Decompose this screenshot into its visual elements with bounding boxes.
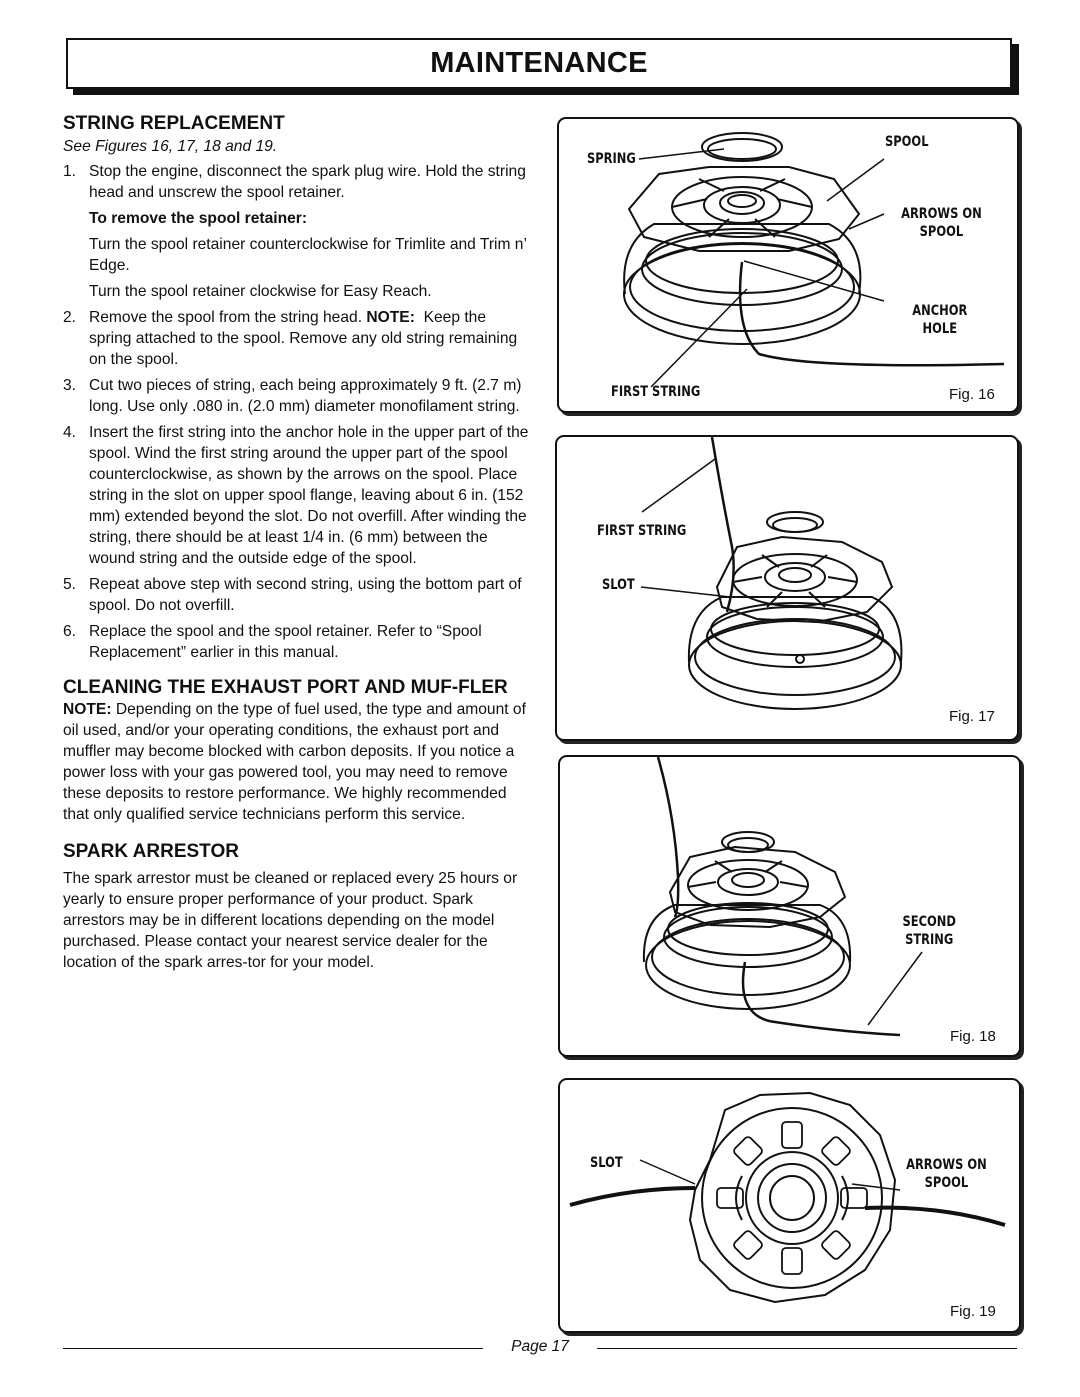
page-title: MAINTENANCE bbox=[430, 47, 648, 79]
retainer-para-2: Turn the spool retainer clockwise for Easy Reach. bbox=[89, 283, 432, 300]
anchor-hole-label: ANCHOR HOLE bbox=[912, 303, 968, 337]
step-1: 1. Stop the engine, disconnect the spark plug wire. Hold the string head and unscrew the spool retainer. bbox=[63, 163, 526, 201]
step-6: 6. Replace the spool and the spool retainer. Refer to “Spool Replacement” earlier in this manual. bbox=[63, 623, 482, 661]
figure-caption: Fig. 16 bbox=[949, 386, 995, 403]
cleaning-text: NOTE: Depending on the type of fuel used, the type and amount of oil used, and/or your operating conditions, the exhaust port and muffler may become blocked with carbon deposits. If you notice a power loss with your gas powered tool, you may need to remove these deposits to restore performance. We highly recommended that only qualified service technicians perform this service. bbox=[63, 701, 526, 823]
spool-second-string-illustration bbox=[560, 757, 1019, 1055]
spool-label: SPOOL bbox=[885, 134, 929, 150]
spool-retainer-subheading: To remove the spool retainer: bbox=[89, 210, 308, 227]
string-replacement-heading: STRING REPLACEMENT bbox=[63, 113, 285, 134]
step-3: 3. Cut two pieces of string, each being approximately 9 ft. (2.7 m) long. Use only .080 in. (2.0 mm) diameter monofilament string. bbox=[63, 377, 522, 415]
first-string-label: FIRST STRING bbox=[611, 384, 701, 400]
steps-list bbox=[63, 161, 531, 203]
retainer-para-1: Turn the spool retainer counterclockwise for Trimlite and Trim n’ Edge. bbox=[89, 236, 527, 274]
slot-label: SLOT bbox=[602, 577, 635, 593]
figure-17 bbox=[555, 435, 1019, 741]
first-string-label: FIRST STRING bbox=[597, 523, 687, 539]
figure-19 bbox=[558, 1078, 1021, 1333]
step-5: 5. Repeat above step with second string, using the bottom part of spool. Do not overfill. bbox=[63, 576, 522, 614]
figure-18 bbox=[558, 755, 1021, 1057]
footer-rule-left bbox=[63, 1348, 483, 1349]
figure-caption: Fig. 17 bbox=[949, 708, 995, 725]
page-number: Page 17 bbox=[511, 1338, 569, 1355]
arrows-on-spool-label: ARROWS ON SPOOL bbox=[906, 1157, 987, 1191]
figure-16 bbox=[557, 117, 1019, 413]
steps-list-cont bbox=[63, 307, 531, 663]
spark-arrestor-heading: SPARK ARRESTOR bbox=[63, 841, 239, 862]
arrows-on-spool-label: ARROWS ON SPOOL bbox=[901, 206, 982, 240]
spring-label: SPRING bbox=[587, 151, 636, 167]
figure-caption: Fig. 18 bbox=[950, 1028, 996, 1045]
step-4: 4. Insert the first string into the anchor hole in the upper part of the spool. Wind the first string around the upper part of the spool counterclockwise, as shown by the arrows on the spool. Place string in the slot on upper spool flange, leaving about 6 in. (152 mm) extended beyond the slot. Do not overfill. After winding the string, there should be at least 1/4 in. (6 mm) between the wound string and the outside edge of the spool. bbox=[63, 424, 529, 567]
cleaning-heading: CLEANING THE EXHAUST PORT AND MUF-FLER bbox=[63, 677, 508, 698]
text-column bbox=[63, 113, 531, 973]
step-2: 2. Remove the spool from the string head. NOTE: Keep the spring attached to the spool. Remove any old string remaining on the spool. bbox=[63, 309, 518, 368]
figure-reference: See Figures 16, 17, 18 and 19. bbox=[63, 138, 278, 155]
spark-arrestor-text: The spark arrestor must be cleaned or replaced every 25 hours or yearly to ensure proper performance of your product. Spark arrestors may be in different locations depending on the model purchased. Please contact your nearest service dealer for the location of the spark arres-tor for your model. bbox=[63, 870, 518, 971]
footer-rule-right bbox=[597, 1348, 1017, 1349]
second-string-label: SECOND STRING bbox=[902, 914, 956, 948]
spool-top-view-illustration bbox=[560, 1080, 1019, 1331]
note-label: NOTE: bbox=[366, 309, 415, 326]
page-title-box bbox=[66, 38, 1012, 89]
slot-label: SLOT bbox=[590, 1155, 623, 1171]
figure-caption: Fig. 19 bbox=[950, 1303, 996, 1320]
